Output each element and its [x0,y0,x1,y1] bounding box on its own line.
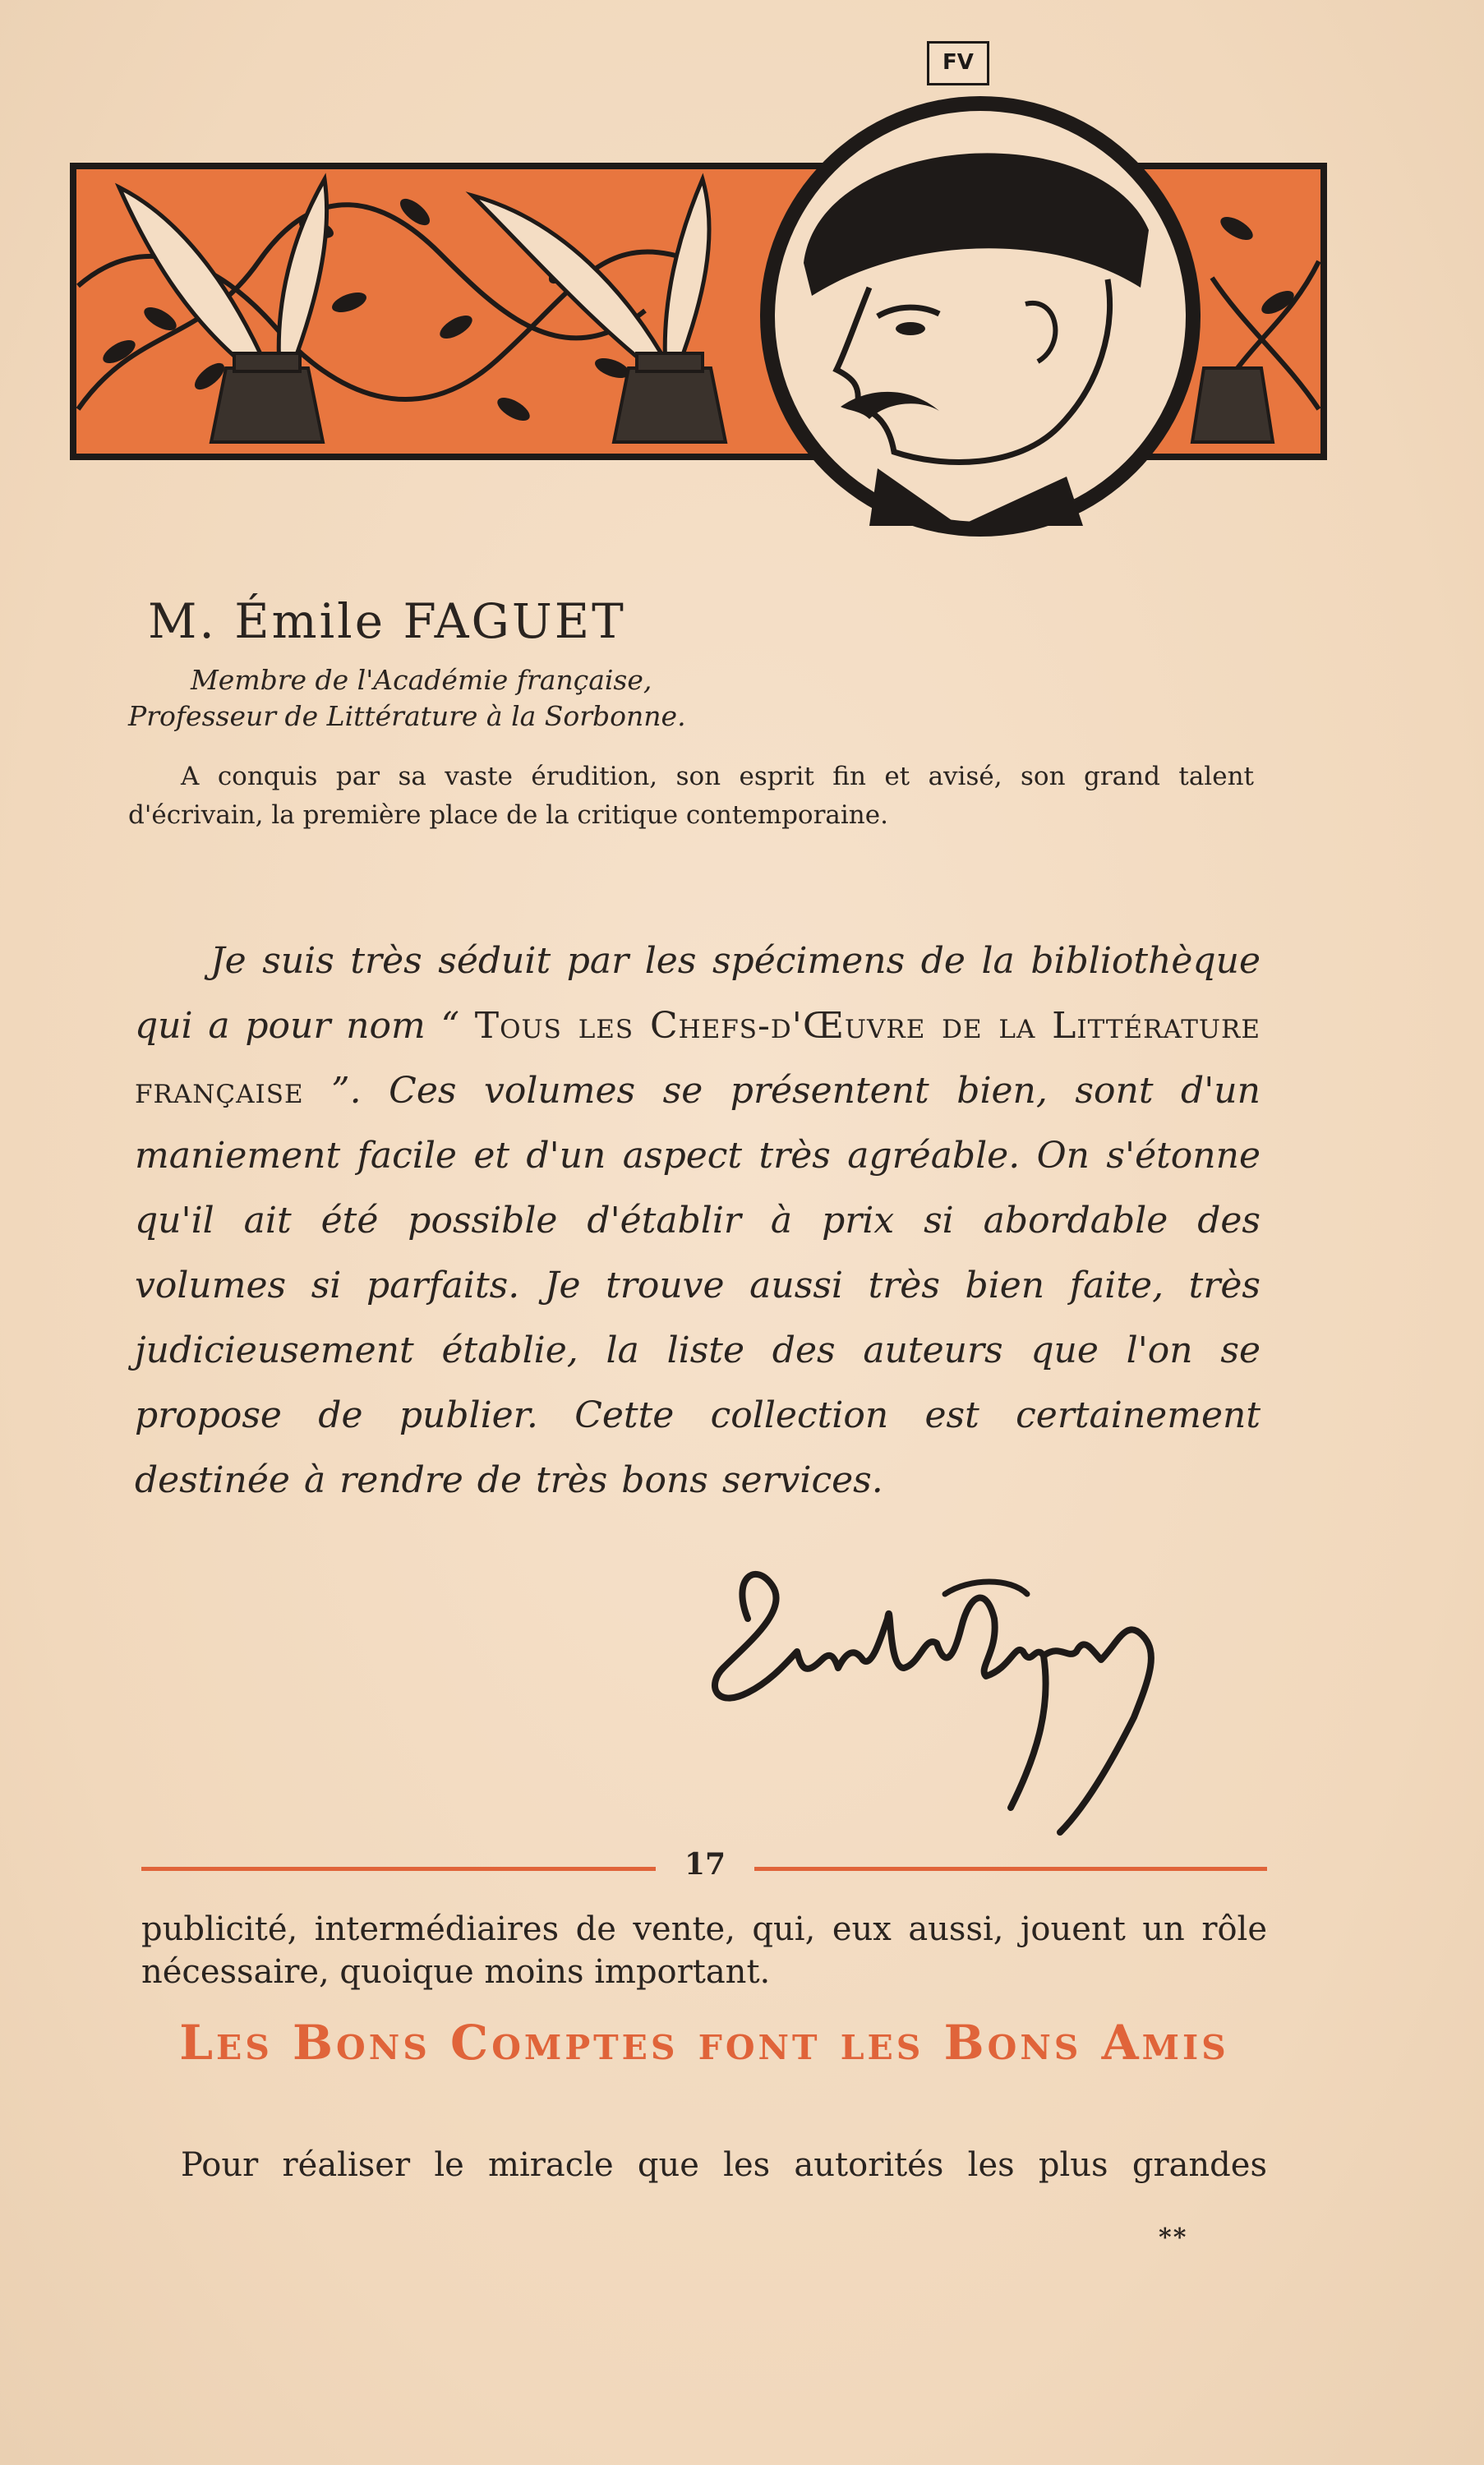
signature [698,1545,1208,1841]
section-heading: Les Bons Comptes font les Bons Amis [179,2015,1229,2071]
portrait-medallion [754,82,1206,551]
quote-part-2: ”. Ces volumes se présentent bien, sont d'un maniement facile et d'un aspect très agréable. On s'étonne qu'il ait été possible d'établir à prix si abordable des volumes si parfaits. Je trouve aussi très bien faite, très judicieusement établie, la liste des auteurs que l'on se propose de publier. Cette collection est certainement destinée à rendre de très bons services. [135,1070,1260,1501]
page-number: 17 [684,1847,726,1882]
artist-monogram: FV [927,41,989,85]
intro-paragraph: A conquis par sa vaste érudition, son esprit fin et avisé, son grand talent d'écrivain, la première place de la critique contemporaine. [128,762,1254,830]
rule-right-divider [754,1867,1267,1871]
signature-mark: ** [1159,2223,1188,2252]
portrait-illustration [754,82,1206,551]
rule-left-divider [141,1867,656,1871]
quote-part-1: Je suis très séduit par les spécimens de la bibliothèque qui a pour nom “ [135,940,1260,1047]
collection-name: Tous les Chefs-d'Œuvre de la Littérature française [135,1005,1260,1112]
testimonial-quote [135,928,1260,1513]
continuation-paragraph: publicité, intermédiaires de vente, qui, eux aussi, jouent un rôle nécessaire, quoique moins important. [141,1910,1267,1991]
person-role-line-1: Membre de l'Académie française, [191,664,652,696]
person-role-line-2: Professeur de Littérature à la Sorbonne. [128,700,686,732]
person-name: M. Émile FAGUET [148,593,626,649]
continuation-last-line: Pour réaliser le miracle que les autorités les plus grandes [181,2146,1267,2184]
signature-illustration [698,1545,1208,1841]
